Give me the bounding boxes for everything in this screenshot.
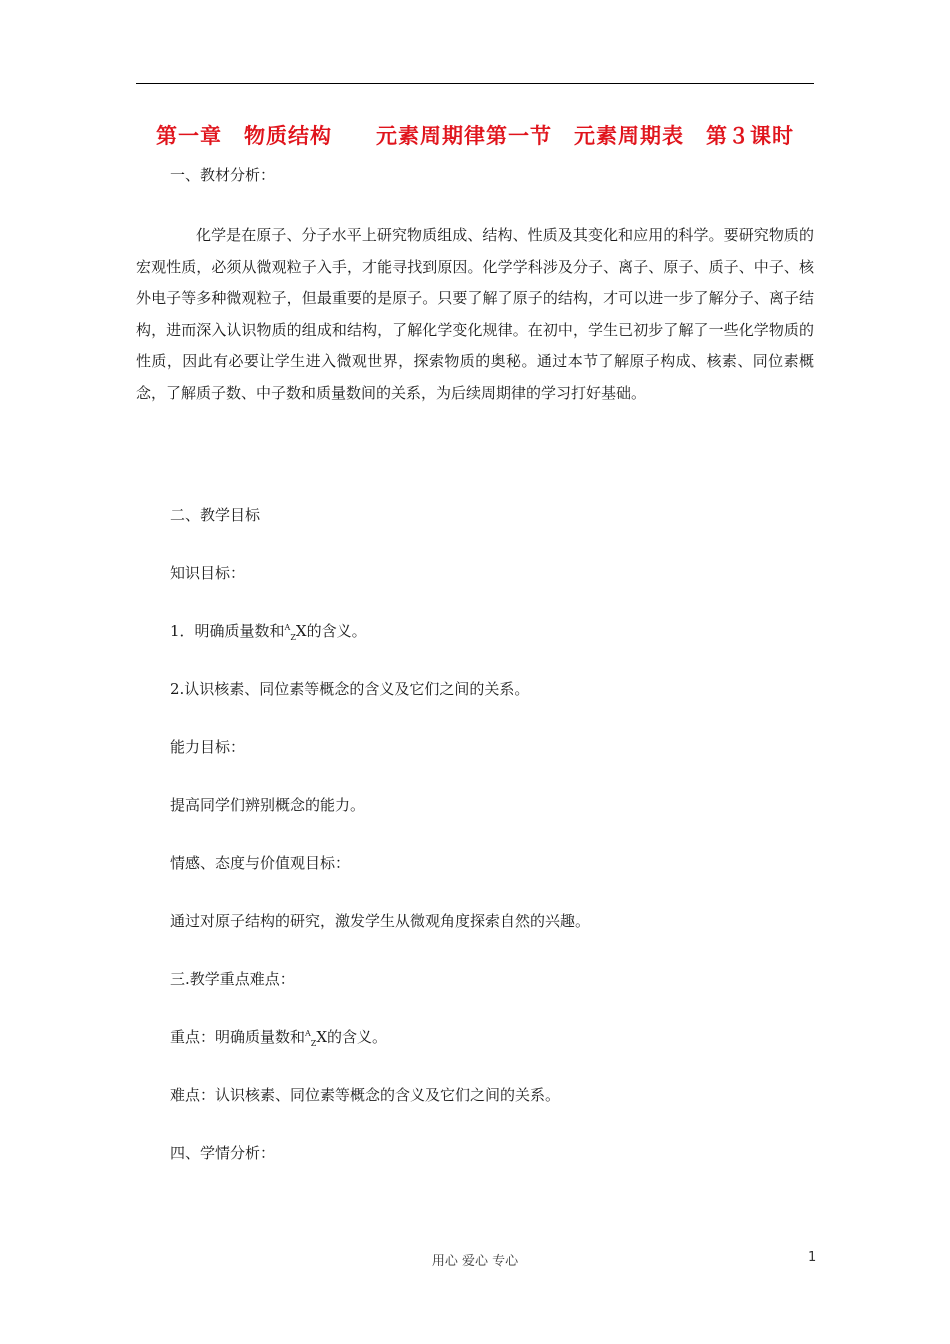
document-title: 第一章 物质结构 元素周期律第一节 元素周期表 第３课时 bbox=[156, 124, 794, 148]
knowledge-item-2: 2.认识核素、同位素等概念的含义及它们之间的关系。 bbox=[170, 680, 530, 698]
section-heading-analysis: 一、教材分析： bbox=[170, 166, 276, 184]
key-mass-number-sup: A bbox=[305, 1029, 311, 1038]
knowledge-item-1 bbox=[170, 621, 367, 641]
knowledge-item-1-prefix: 1．明确质量数和 bbox=[170, 622, 285, 640]
page-number: 1 bbox=[808, 1250, 817, 1265]
section-heading-objectives: 二、教学目标 bbox=[170, 506, 261, 524]
key-element-symbol: X bbox=[316, 1028, 328, 1046]
key-point-prefix: 重点：明确质量数和 bbox=[170, 1028, 306, 1046]
key-atomic-number-sub: Z bbox=[310, 1039, 317, 1048]
emotion-heading: 情感、态度与价值观目标： bbox=[170, 854, 351, 872]
element-symbol: X bbox=[295, 622, 307, 640]
analysis-paragraph: 化学是在原子、分子水平上研究物质组成、结构、性质及其变化和应用的科学。要研究物质的宏观性质，必须从微观粒子入手，才能寻找到原因。化学学科涉及分子、离子、原子、质子、中子、核外电子等多种微观粒子，但最重要的是原子。只要了解了原子的结构，才可以进一步了解分子、离子结构，进而深入认识物质的组成和结构，了解化学变化规律。在初中，学生已初步了解了一些化学物质的性质，因此有必要让学生进入微观世界，探索物质的奥秘。通过本节了解原子构成、核素、同位素概念，了解质子数、中子数和质量数间的关系，为后续周期律的学习打好基础。 bbox=[136, 226, 814, 402]
header-rule bbox=[136, 83, 814, 84]
key-point-suffix: 的含义。 bbox=[327, 1028, 388, 1046]
key-point bbox=[170, 1027, 387, 1047]
mass-number-sup: A bbox=[284, 623, 291, 632]
knowledge-heading: 知识目标： bbox=[170, 564, 246, 582]
emotion-item-1: 通过对原子结构的研究，激发学生从微观角度探索自然的兴趣。 bbox=[170, 912, 591, 930]
difficulty-point: 难点：认识核素、同位素等概念的含义及它们之间的关系。 bbox=[170, 1086, 561, 1104]
section-heading-key-points: 三.教学重点难点： bbox=[170, 970, 295, 988]
footer-motto: 用心 爱心 专心 bbox=[431, 1254, 519, 1269]
knowledge-item-1-suffix: 的含义。 bbox=[306, 622, 367, 640]
ability-heading: 能力目标： bbox=[170, 738, 246, 756]
atomic-number-sub: Z bbox=[290, 633, 296, 642]
ability-item-1: 提高同学们辨别概念的能力。 bbox=[170, 796, 366, 814]
section-heading-learner-analysis: 四、学情分析： bbox=[170, 1144, 276, 1162]
